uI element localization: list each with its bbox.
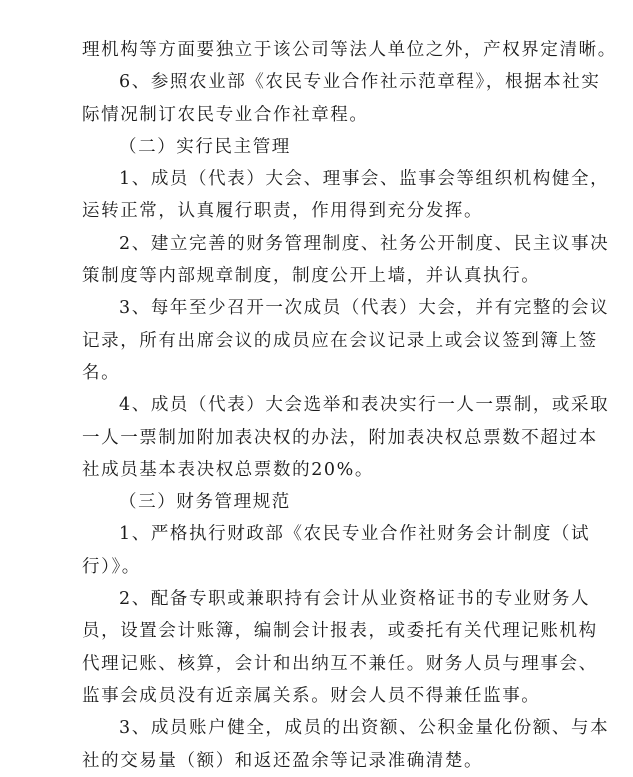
paragraph-line: 名。 — [82, 362, 121, 383]
paragraph — [82, 389, 610, 486]
section-heading: （二）实行民主管理 — [119, 136, 291, 157]
paragraph-line: 4、成员（代表）大会选举和表决实行一人一票制，或采取 — [119, 395, 610, 416]
paragraph-line: 行）》。 — [82, 556, 141, 577]
paragraph — [82, 712, 610, 777]
paragraph — [82, 228, 610, 293]
paragraph-line: 运转正常，认真履行职责，作用得到充分发挥。 — [82, 201, 484, 222]
document-body — [82, 34, 617, 777]
paragraph-line: 一人一票制加附加表决权的办法，附加表决权总票数不超过本 — [82, 427, 598, 448]
paragraph-line: 2、配备专职或兼职持有会计从业资格证书的专业财务人 — [119, 589, 591, 610]
paragraph-line: 记录，所有出席会议的成员应在会议记录上或会议签到簿上签 — [82, 330, 598, 351]
paragraph-line: 2、建立完善的财务管理制度、社务公开制度、民主议事决 — [119, 233, 610, 254]
paragraph — [82, 292, 610, 389]
paragraph-line: 理机构等方面要独立于该公司等法人单位之外，产权界定清晰。 — [82, 40, 617, 60]
paragraph-line: 1、成员（代表）大会、理事会、监事会等组织机构健全， — [119, 169, 610, 190]
paragraph-line: 6、参照农业部《农民专业合作社示范章程》，根据本社实 — [119, 72, 601, 93]
paragraph — [82, 34, 617, 66]
paragraph — [82, 583, 598, 712]
paragraph-line: 3、成员账户健全，成员的出资额、公积金量化份额、与本 — [119, 718, 610, 739]
paragraph — [82, 66, 601, 131]
paragraph-line: 代理记账、核算，会计和出纳互不兼任。财务人员与理事会、 — [82, 653, 598, 674]
paragraph-line: 员，设置会计账簿，编制会计报表，或委托有关代理记账机构 — [82, 621, 598, 642]
paragraph — [82, 518, 591, 583]
paragraph-line: 际情况制订农民专业合作社章程。 — [82, 104, 369, 125]
section-heading: （三）财务管理规范 — [119, 492, 291, 513]
paragraph-line: 社成员基本表决权总票数的20%。 — [82, 459, 374, 480]
paragraph-line: 社的交易量（额）和返还盈余等记录准确清楚。 — [82, 750, 484, 771]
paragraph — [82, 163, 610, 228]
paragraph-line: 监事会成员没有近亲属关系。财会人员不得兼任监事。 — [82, 685, 541, 706]
paragraph-line: 1、严格执行财政部《农民专业合作社财务会计制度（试 — [119, 524, 591, 545]
paragraph-line: 3、每年至少召开一次成员（代表）大会，并有完整的会议 — [119, 298, 610, 319]
paragraph-line: 策制度等内部规章制度，制度公开上墙，并认真执行。 — [82, 266, 541, 287]
